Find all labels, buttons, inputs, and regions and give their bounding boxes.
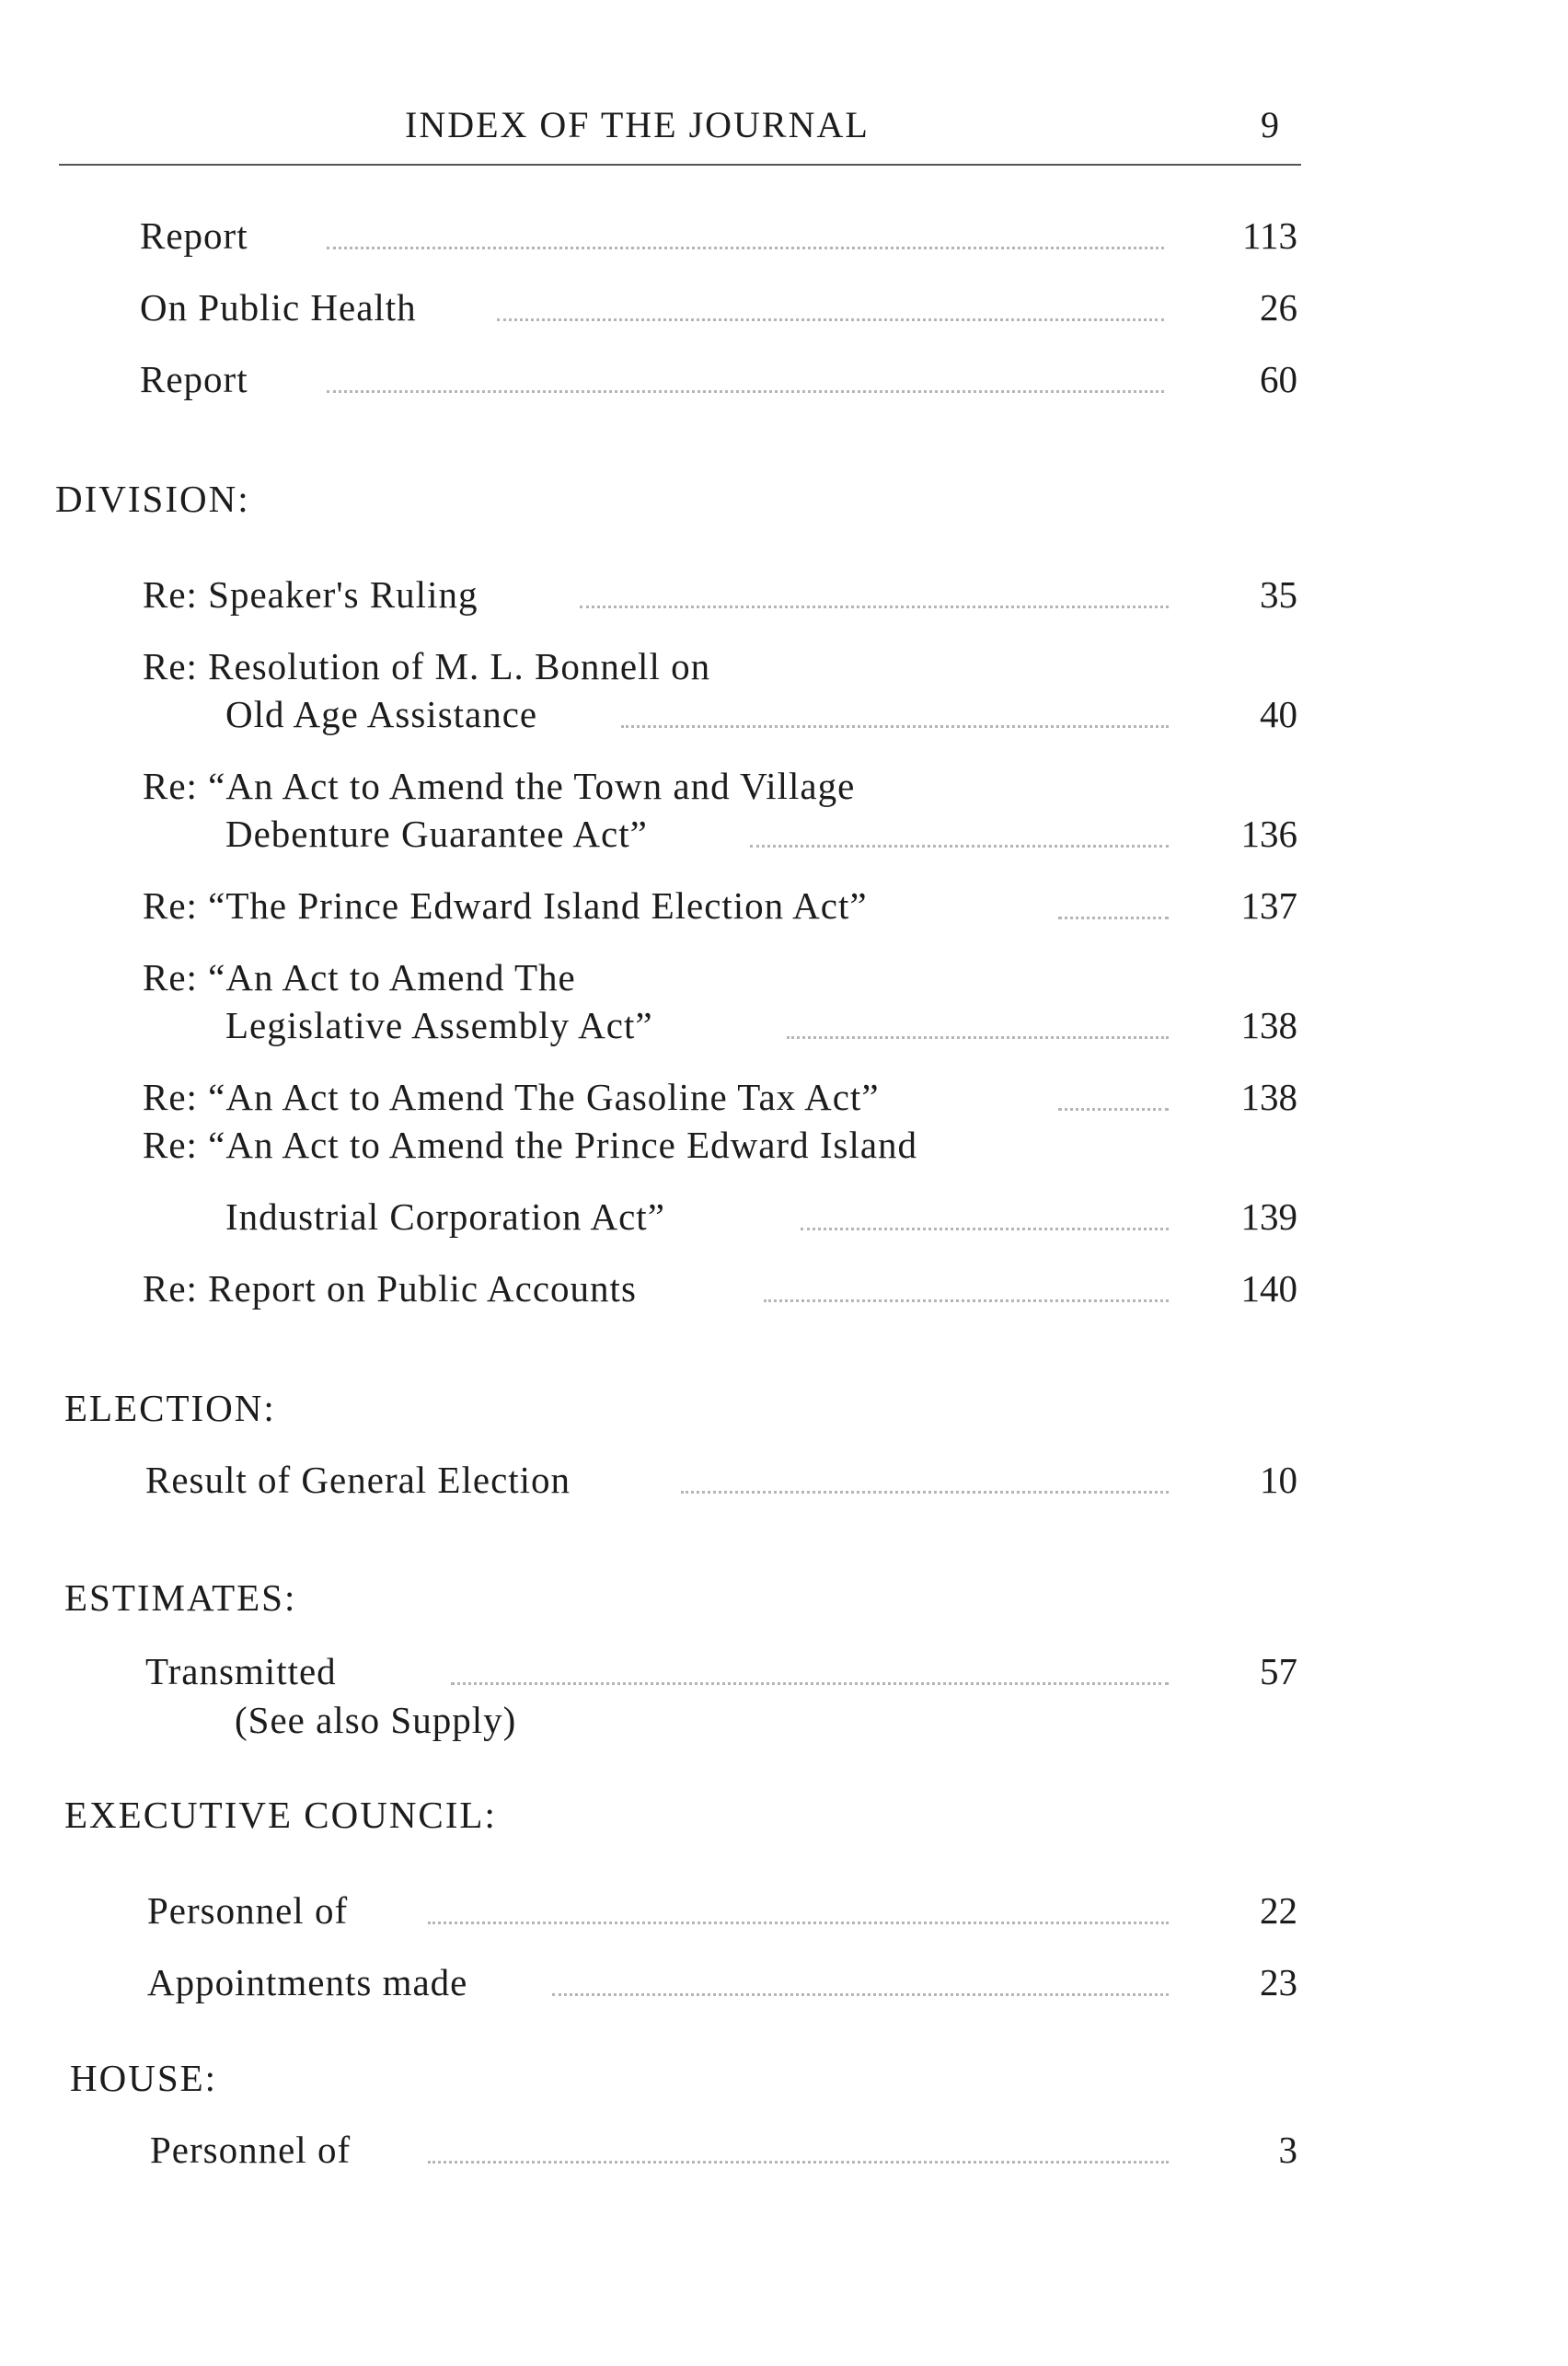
dot-leader (750, 845, 1169, 848)
index-entry-text: Report (140, 358, 248, 400)
dot-leader (621, 725, 1169, 728)
index-entry-text: Re: Speaker's Ruling (143, 573, 478, 616)
index-entry-page: 138 (1240, 1076, 1297, 1118)
index-entry-page: 139 (1240, 1195, 1297, 1238)
index-entry-text: Result of General Election (145, 1459, 571, 1501)
dot-leader (764, 1299, 1169, 1302)
section-heading-estimates: ESTIMATES: (64, 1576, 297, 1619)
index-entry-page: 113 (1242, 214, 1297, 257)
index-entry-page: 60 (1260, 358, 1297, 400)
dot-leader (1058, 1108, 1169, 1111)
index-entry-page: 137 (1240, 884, 1297, 927)
index-entry-text: Re: “An Act to Amend the Prince Edward Island (143, 1124, 918, 1166)
dot-leader (1058, 917, 1169, 919)
index-entry-text: Re: “The Prince Edward Island Election Act” (143, 884, 868, 927)
dot-leader (801, 1228, 1169, 1230)
index-entry-text-continued: Old Age Assistance (225, 693, 538, 735)
section-heading-house: HOUSE: (70, 2057, 218, 2099)
index-entry-page: 3 (1278, 2129, 1297, 2171)
index-entry-page: 22 (1260, 1889, 1297, 1932)
index-entry-text: Re: Report on Public Accounts (143, 1267, 637, 1310)
index-entry-text: On Public Health (140, 286, 417, 329)
index-entry-page: 10 (1260, 1459, 1297, 1501)
dot-leader (451, 1682, 1169, 1685)
dot-leader (580, 606, 1169, 608)
index-entry-text: Re: “An Act to Amend the Town and Village (143, 765, 856, 807)
index-entry-text: Re: Resolution of M. L. Bonnell on (143, 645, 711, 687)
index-entry-page: 23 (1260, 1961, 1297, 2003)
index-entry-page: 40 (1260, 693, 1297, 735)
index-entry-page: 57 (1260, 1650, 1297, 1692)
index-entry-text: Appointments made (147, 1961, 468, 2003)
index-entry-text: Personnel of (150, 2129, 352, 2171)
section-heading-election: ELECTION: (64, 1387, 276, 1429)
index-entry-page: 26 (1260, 286, 1297, 329)
index-entry-text: Transmitted (145, 1650, 337, 1692)
index-entry-text: Report (140, 214, 248, 257)
header-rule (59, 164, 1301, 166)
dot-leader (787, 1036, 1169, 1039)
dot-leader (428, 2161, 1169, 2164)
dot-leader (497, 318, 1164, 321)
dot-leader (327, 247, 1164, 249)
dot-leader (552, 1993, 1169, 1996)
dot-leader (681, 1491, 1169, 1494)
index-entry-text: Re: “An Act to Amend The Gasoline Tax Act” (143, 1076, 880, 1118)
index-entry-page: 140 (1240, 1267, 1297, 1310)
index-entry-text: Personnel of (147, 1889, 349, 1932)
page-number: 9 (1261, 104, 1281, 145)
index-entry-note: (See also Supply) (235, 1699, 517, 1741)
index-entry-text: Re: “An Act to Amend The (143, 956, 576, 998)
index-entry-page: 138 (1240, 1004, 1297, 1046)
index-entry-text-continued: Industrial Corporation Act” (225, 1195, 665, 1238)
index-entry-page: 35 (1260, 573, 1297, 616)
page-header-title: INDEX OF THE JOURNAL (405, 104, 870, 145)
dot-leader (428, 1922, 1169, 1924)
dot-leader (327, 390, 1164, 393)
index-entry-text-continued: Debenture Guarantee Act” (225, 813, 648, 855)
index-entry-text-continued: Legislative Assembly Act” (225, 1004, 653, 1046)
index-entry-page: 136 (1240, 813, 1297, 855)
section-heading-division: DIVISION: (55, 478, 250, 520)
section-heading-executive-council: EXECUTIVE COUNCIL: (64, 1794, 497, 1836)
